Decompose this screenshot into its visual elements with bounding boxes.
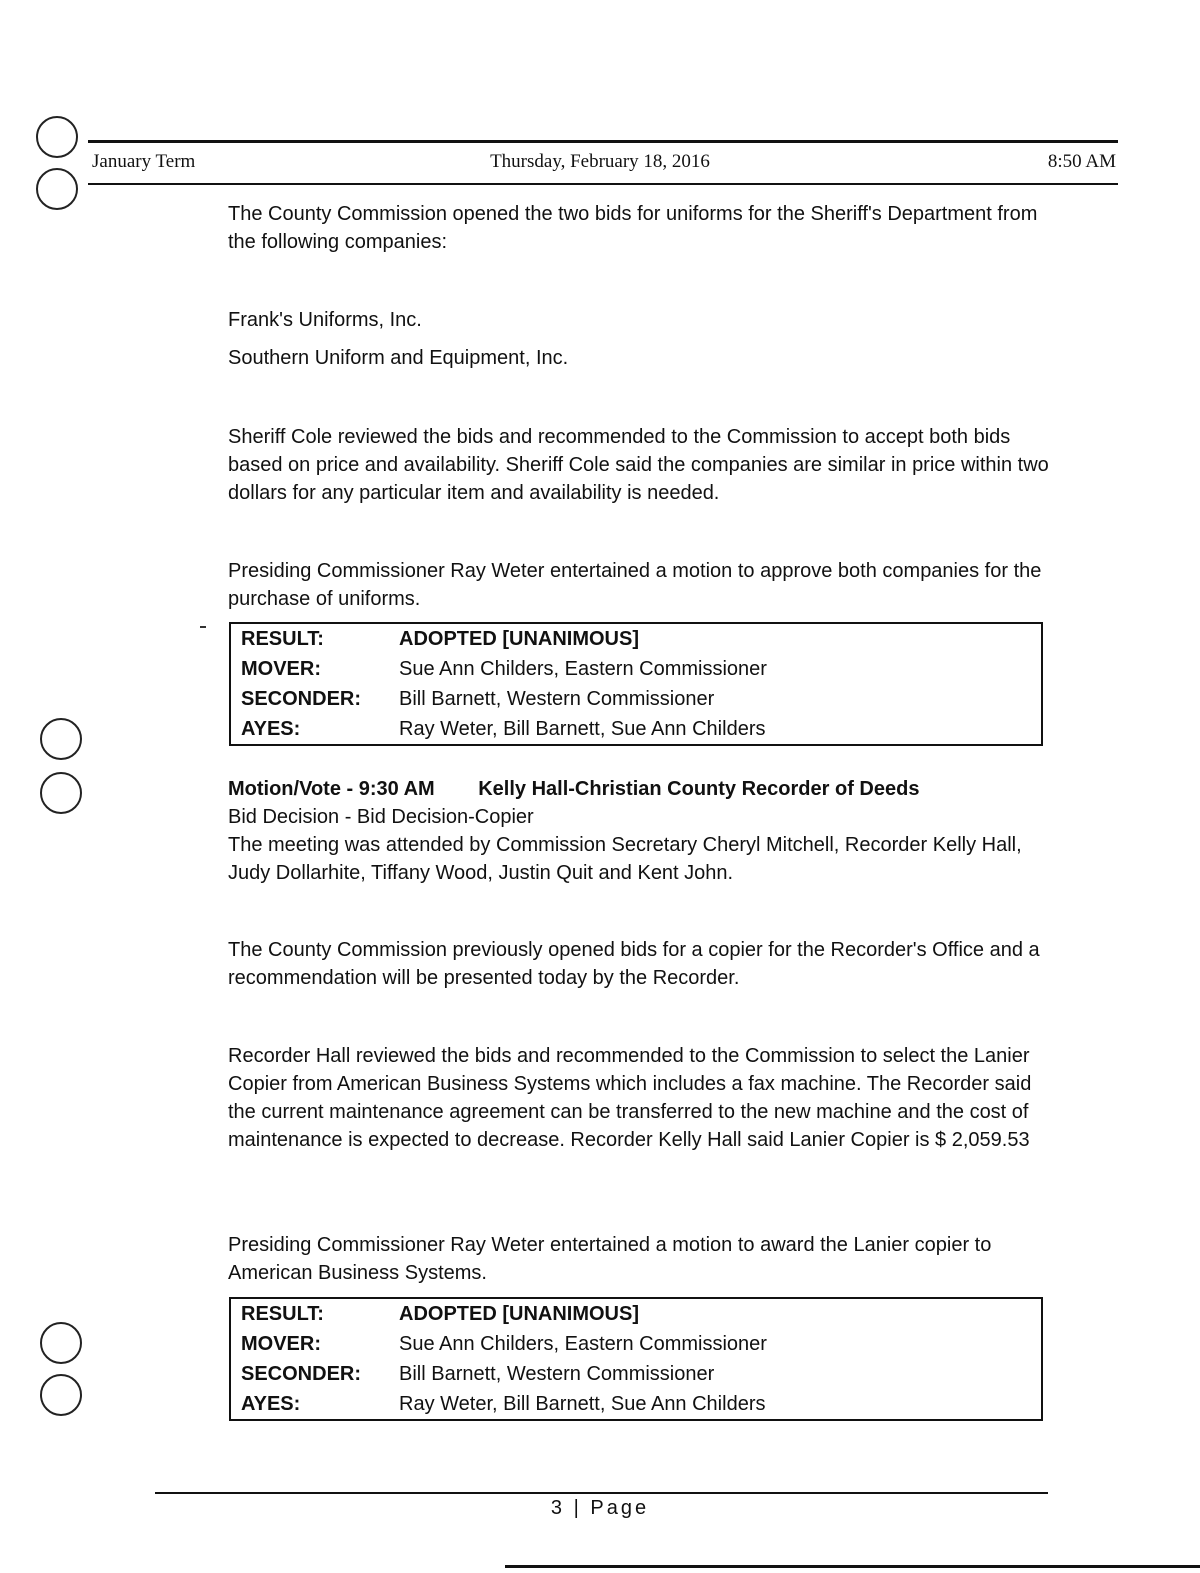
vote-label: AYES: [241, 1393, 301, 1415]
punch-hole [40, 772, 82, 814]
attendance-paragraph: The meeting was attended by Commission Secretary Cheryl Mitchell, Recorder Kelly Hall, Judy Dollarhite, Tiffany Wood, Justin Quit and Kent John. [228, 834, 1022, 884]
sheriff-review-paragraph: Sheriff Cole reviewed the bids and recommended to the Commission to accept both bids based on price and availability. Sheriff Cole said the companies are similar in price within two dollars for any particular item and availability is needed. [228, 426, 1049, 504]
company-item: Southern Uniform and Equipment, Inc. [228, 347, 569, 369]
vote-result-box [229, 622, 1043, 746]
vote-row-seconder [231, 684, 1041, 714]
vote-seconder: Bill Barnett, Western Commissioner [399, 688, 715, 710]
heading-title: Kelly Hall-Christian County Recorder of Deeds [478, 778, 920, 800]
previous-bids-paragraph: The County Commission previously opened bids for a copier for the Recorder's Office and a recommendation will be presented today by the Recorder. [228, 939, 1040, 989]
bid-decision-subheading: Bid Decision - Bid Decision-Copier [228, 806, 534, 828]
page-edge-rule [505, 1565, 1200, 1568]
heading-label: Motion/Vote - [228, 778, 354, 800]
vote-ayes: Ray Weter, Bill Barnett, Sue Ann Childers [399, 718, 766, 740]
vote-label: MOVER: [241, 1333, 321, 1355]
heading-time: 9:30 AM [358, 778, 435, 800]
vote-row-result [231, 624, 1041, 654]
page-number: 3 | Page [550, 1497, 650, 1519]
header-term: January Term [92, 151, 196, 172]
motion-paragraph: Presiding Commissioner Ray Weter entertained a motion to award the Lanier copier to American Business Systems. [228, 1234, 992, 1284]
vote-mover: Sue Ann Childers, Eastern Commissioner [399, 658, 767, 680]
punch-hole [36, 168, 78, 210]
vote-label: SECONDER: [241, 688, 362, 710]
vote-row-result [231, 1299, 1041, 1329]
vote-result-box [229, 1297, 1043, 1421]
company-item: Frank's Uniforms, Inc. [228, 309, 422, 331]
vote-row-mover [231, 654, 1041, 684]
vote-label: AYES: [241, 718, 301, 740]
punch-hole [40, 1322, 82, 1364]
vote-seconder: Bill Barnett, Western Commissioner [399, 1363, 715, 1385]
vote-label: MOVER: [241, 658, 321, 680]
scan-mark [200, 626, 206, 628]
header-rule-bottom [88, 183, 1118, 185]
vote-mover: Sue Ann Childers, Eastern Commissioner [399, 1333, 767, 1355]
recorder-review-paragraph: Recorder Hall reviewed the bids and recommended to the Commission to select the Lanier Copier from American Business Systems which includes a fax machine. The Recorder said the current maintenance agreement can be transferred to the new machine and the cost of maintenance is expected to decrease. Recorder Kelly Hall said Lanier Copier is $ 2,059.53 [228, 1045, 1032, 1151]
header-time: 8:50 AM [1047, 151, 1116, 172]
punch-hole [40, 718, 82, 760]
motion-vote-heading [228, 775, 1058, 803]
header-rule-top [88, 140, 1118, 143]
uniform-bids-intro: The County Commission opened the two bids for uniforms for the Sheriff's Department from the following companies: [228, 203, 1038, 253]
vote-row-ayes [231, 1389, 1041, 1419]
vote-label: SECONDER: [241, 1363, 362, 1385]
vote-result: ADOPTED [UNANIMOUS] [399, 1303, 639, 1325]
vote-row-ayes [231, 714, 1041, 744]
vote-ayes: Ray Weter, Bill Barnett, Sue Ann Childers [399, 1393, 766, 1415]
footer-rule [155, 1492, 1048, 1494]
motion-paragraph: Presiding Commissioner Ray Weter entertained a motion to approve both companies for the purchase of uniforms. [228, 560, 1042, 610]
vote-label: RESULT: [241, 1303, 324, 1325]
vote-label: RESULT: [241, 628, 324, 650]
header-date: Thursday, February 18, 2016 [490, 151, 710, 172]
vote-row-mover [231, 1329, 1041, 1359]
vote-row-seconder [231, 1359, 1041, 1389]
punch-hole [40, 1374, 82, 1416]
vote-result: ADOPTED [UNANIMOUS] [399, 628, 639, 650]
